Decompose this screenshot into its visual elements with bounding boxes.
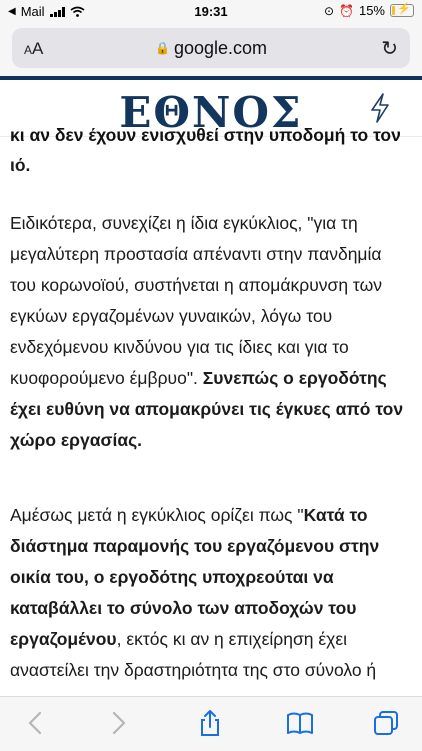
battery-icon bbox=[390, 4, 414, 17]
paragraph-3-text-2: , εκτός κι αν η επιχείρηση έχει αναστείλει την δραστηριότητα της στο σύνολο ή bbox=[10, 629, 377, 680]
paragraph-1-bold: ιό. bbox=[10, 155, 31, 175]
paragraph-3-text-1: Αμέσως μετά η εγκύκλιος ορίζει πως " bbox=[10, 505, 304, 525]
address-bar-area bbox=[0, 24, 422, 76]
address-bar[interactable] bbox=[12, 28, 410, 68]
article-body bbox=[0, 125, 422, 696]
paragraph-1 bbox=[0, 150, 40, 181]
charging-icon: ⚡ bbox=[397, 3, 411, 15]
browser-toolbar bbox=[0, 696, 422, 751]
back-to-app-icon[interactable]: ◀ bbox=[8, 6, 16, 17]
reader-options-button[interactable]: AA bbox=[24, 39, 44, 58]
back-icon[interactable] bbox=[22, 709, 50, 737]
url-text: google.com bbox=[173, 38, 267, 58]
alarm-icon: ⏰ bbox=[339, 3, 354, 18]
back-to-app-label[interactable]: Mail bbox=[20, 4, 45, 19]
url-display[interactable] bbox=[12, 38, 410, 59]
paragraph-2-text: Ειδικότερα, συνεχίζει η ίδια εγκύκλιος, "για τη μεγαλύτερη προστασία απέναντι στην πανδημία του κορωνοϊού, συστήνεται η απομάκρυνση των εγκύων εργαζομένων γυναικών, λόγω του ενδεχόμενου κινδύνου για τις ίδιες και για το κυοφορούμενο έμβρυο". bbox=[10, 213, 382, 388]
cut-off-line: κι αν δεν έχουν ενισχυθεί στην υποδομή το τον bbox=[10, 125, 401, 145]
lock-icon: 🔒 bbox=[154, 41, 170, 55]
battery-percent: 15% bbox=[358, 3, 385, 18]
paragraph-3-bold: Κατά το διάστημα παραμονής του εργαζόμενου στην οικία του, ο εργοδότης υποχρεούται να καταβάλλει το σύνολο των αποδοχών του εργαζομένου bbox=[10, 505, 380, 649]
status-right bbox=[324, 3, 414, 18]
reload-icon[interactable]: ↻ bbox=[381, 38, 398, 60]
forward-icon[interactable] bbox=[104, 709, 132, 737]
paragraph-2 bbox=[0, 208, 422, 456]
share-icon[interactable] bbox=[196, 709, 224, 737]
battery-fill bbox=[392, 6, 395, 15]
site-logo[interactable]: ΕΘΝΟΣ bbox=[119, 88, 303, 137]
paragraph-2-bold: Συνεπώς ο εργοδότης έχει ευθύνη να απομακρύνει τις έγκυες από τον χώρο εργασίας. bbox=[10, 368, 404, 450]
bookmarks-icon[interactable] bbox=[286, 709, 314, 737]
orientation-lock-icon: ⊙ bbox=[323, 3, 335, 18]
paragraph-3 bbox=[0, 500, 422, 686]
status-time: 19:31 bbox=[194, 4, 228, 19]
status-bar bbox=[0, 0, 422, 24]
tabs-icon[interactable] bbox=[372, 709, 400, 737]
